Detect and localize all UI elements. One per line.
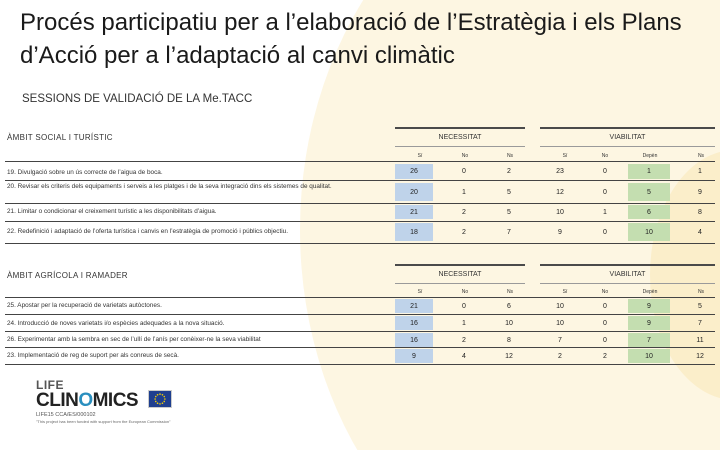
subheader-ns: Ns bbox=[697, 289, 705, 295]
table-divider bbox=[5, 314, 715, 315]
cell-necessitat-ns: 2 bbox=[507, 168, 511, 175]
logo-funding-note: "This project has been funded with support from the European Commission" bbox=[36, 419, 171, 424]
cell-viabilitat-ns: 4 bbox=[698, 228, 702, 236]
cell-necessitat-no: 1 bbox=[462, 188, 466, 196]
cell-necessitat-no: 0 bbox=[462, 168, 466, 175]
cell-viabilitat-depen: 7 bbox=[628, 333, 670, 347]
table-divider bbox=[5, 331, 715, 332]
cell-viabilitat-ns: 9 bbox=[698, 188, 702, 196]
section-label-agricola-ramader: ÀMBIT AGRÍCOLA I RAMADER bbox=[7, 271, 128, 280]
table-row-label: 21. Limitar o condicionar el creixement turístic a les disponibilitats d’aigua. bbox=[7, 208, 217, 215]
cell-necessitat-no: 4 bbox=[462, 352, 466, 360]
table-row-label: 26. Experimentar amb la sembra en sec de l’ullí de l’anís per conèixer-ne la seva viabilitat bbox=[7, 336, 261, 343]
cell-viabilitat-depen: 1 bbox=[628, 164, 670, 179]
header-necessitat: NECESSITAT bbox=[395, 127, 525, 147]
cell-viabilitat-no: 0 bbox=[603, 302, 607, 310]
cell-viabilitat-ns: 7 bbox=[698, 319, 702, 327]
cell-viabilitat-no: 0 bbox=[603, 336, 607, 344]
life-clinomics-logo bbox=[36, 378, 186, 440]
table-row-label: 22. Redefinició i adaptació de l’oferta turística i canvis en l’estratègia de promoció i públics objectiu. bbox=[7, 228, 288, 235]
cell-viabilitat-ns: 8 bbox=[698, 208, 702, 216]
cell-viabilitat-no: 0 bbox=[603, 228, 607, 236]
cell-necessitat-si: 18 bbox=[395, 223, 433, 241]
cell-viabilitat-depen: 9 bbox=[628, 316, 670, 330]
subheader-ns: Ns bbox=[506, 289, 514, 295]
cell-viabilitat-no: 1 bbox=[603, 208, 607, 216]
subheader-no: No bbox=[601, 289, 609, 295]
cell-viabilitat-ns: 1 bbox=[698, 168, 702, 175]
table-divider bbox=[5, 364, 715, 365]
cell-necessitat-no: 0 bbox=[462, 302, 466, 310]
cell-viabilitat-si: 10 bbox=[556, 208, 564, 216]
subheader-si: Sí bbox=[562, 289, 568, 295]
cell-viabilitat-si: 10 bbox=[556, 319, 564, 327]
logo-brand-part: MICS bbox=[92, 390, 139, 411]
subheader-no: No bbox=[601, 153, 609, 159]
logo-project-code: LIFE15 CCA/ES/000102 bbox=[36, 412, 96, 418]
cell-viabilitat-no: 2 bbox=[603, 352, 607, 360]
subheader-depen: Depèn bbox=[642, 289, 658, 295]
subheader-si: Sí bbox=[417, 153, 423, 159]
cell-viabilitat-si: 2 bbox=[558, 352, 562, 360]
cell-viabilitat-depen: 10 bbox=[628, 223, 670, 241]
table-divider bbox=[5, 297, 715, 298]
cell-viabilitat-no: 0 bbox=[603, 319, 607, 327]
subheader-si: Sí bbox=[417, 289, 423, 295]
cell-necessitat-si: 16 bbox=[395, 316, 433, 330]
section-label-social-turistic: ÀMBIT SOCIAL I TURÍSTIC bbox=[7, 133, 113, 142]
table-divider bbox=[5, 347, 715, 348]
cell-viabilitat-no: 0 bbox=[603, 188, 607, 196]
cell-necessitat-ns: 10 bbox=[505, 319, 513, 327]
header-viabilitat: VIABILITAT bbox=[540, 264, 715, 284]
cell-necessitat-ns: 8 bbox=[507, 336, 511, 344]
cell-necessitat-si: 21 bbox=[395, 299, 433, 313]
cell-necessitat-ns: 6 bbox=[507, 302, 511, 310]
subheader-ns: Ns bbox=[697, 153, 705, 159]
table-divider bbox=[5, 221, 715, 222]
cell-viabilitat-si: 12 bbox=[556, 188, 564, 196]
table-row-label: 25. Apostar per la recuperació de varietats autòctones. bbox=[7, 302, 162, 309]
table-divider bbox=[5, 203, 715, 204]
cell-necessitat-si: 16 bbox=[395, 333, 433, 347]
subheader-no: No bbox=[461, 153, 469, 159]
cell-necessitat-si: 21 bbox=[395, 205, 433, 219]
subheader-no: No bbox=[461, 289, 469, 295]
cell-viabilitat-depen: 5 bbox=[628, 183, 670, 201]
cell-necessitat-ns: 7 bbox=[507, 228, 511, 236]
subheader-ns: Ns bbox=[506, 153, 514, 159]
table-row-label: 20. Revisar els criteris dels equipaments i serveis a les platges i de la seva integració dins els sistemes de qualitat. bbox=[7, 183, 332, 190]
table-divider bbox=[5, 180, 715, 181]
header-necessitat: NECESSITAT bbox=[395, 264, 525, 284]
eu-flag-icon bbox=[148, 390, 172, 408]
subheader-depen: Depèn bbox=[642, 153, 658, 159]
table-row-label: 23. Implementació de reg de suport per als conreus de secà. bbox=[7, 352, 179, 359]
page-title: Procés participatiu per a l’elaboració de l’Estratègia i els Plans d’Acció per a l’adaptació al canvi climàtic bbox=[20, 9, 682, 69]
cell-necessitat-ns: 5 bbox=[507, 188, 511, 196]
cell-viabilitat-ns: 5 bbox=[698, 302, 702, 310]
cell-viabilitat-ns: 11 bbox=[696, 336, 704, 344]
cell-necessitat-no: 2 bbox=[462, 228, 466, 236]
cell-viabilitat-si: 9 bbox=[558, 228, 562, 236]
cell-viabilitat-depen: 10 bbox=[628, 349, 670, 363]
table-divider bbox=[5, 161, 715, 162]
cell-viabilitat-ns: 12 bbox=[696, 352, 704, 360]
table-divider bbox=[5, 243, 715, 244]
table-row-label: 19. Divulgació sobre un ús correcte de l’aigua de boca. bbox=[7, 169, 163, 176]
cell-viabilitat-si: 10 bbox=[556, 302, 564, 310]
logo-brand bbox=[36, 390, 138, 412]
table-row-label: 24. Introducció de noves varietats i/o espècies adequades a la nova situació. bbox=[7, 320, 225, 327]
cell-necessitat-si: 20 bbox=[395, 183, 433, 201]
cell-necessitat-no: 2 bbox=[462, 336, 466, 344]
logo-life-text: LIFE bbox=[36, 378, 64, 392]
page-subtitle: SESSIONS DE VALIDACIÓ DE LA Me.TACC bbox=[22, 93, 253, 105]
subheader-si: Sí bbox=[562, 153, 568, 159]
cell-viabilitat-si: 23 bbox=[556, 168, 564, 175]
cell-necessitat-no: 2 bbox=[462, 208, 466, 216]
cell-necessitat-si: 9 bbox=[395, 349, 433, 363]
cell-viabilitat-si: 7 bbox=[558, 336, 562, 344]
cell-viabilitat-depen: 9 bbox=[628, 299, 670, 313]
cell-viabilitat-no: 0 bbox=[603, 168, 607, 175]
cell-viabilitat-depen: 6 bbox=[628, 205, 670, 219]
cell-necessitat-no: 1 bbox=[462, 319, 466, 327]
logo-brand-o: O bbox=[78, 390, 93, 411]
logo-brand-part: CLIN bbox=[36, 390, 79, 411]
header-viabilitat: VIABILITAT bbox=[540, 127, 715, 147]
cell-necessitat-si: 26 bbox=[395, 164, 433, 179]
cell-necessitat-ns: 12 bbox=[505, 352, 513, 360]
cell-necessitat-ns: 5 bbox=[507, 208, 511, 216]
